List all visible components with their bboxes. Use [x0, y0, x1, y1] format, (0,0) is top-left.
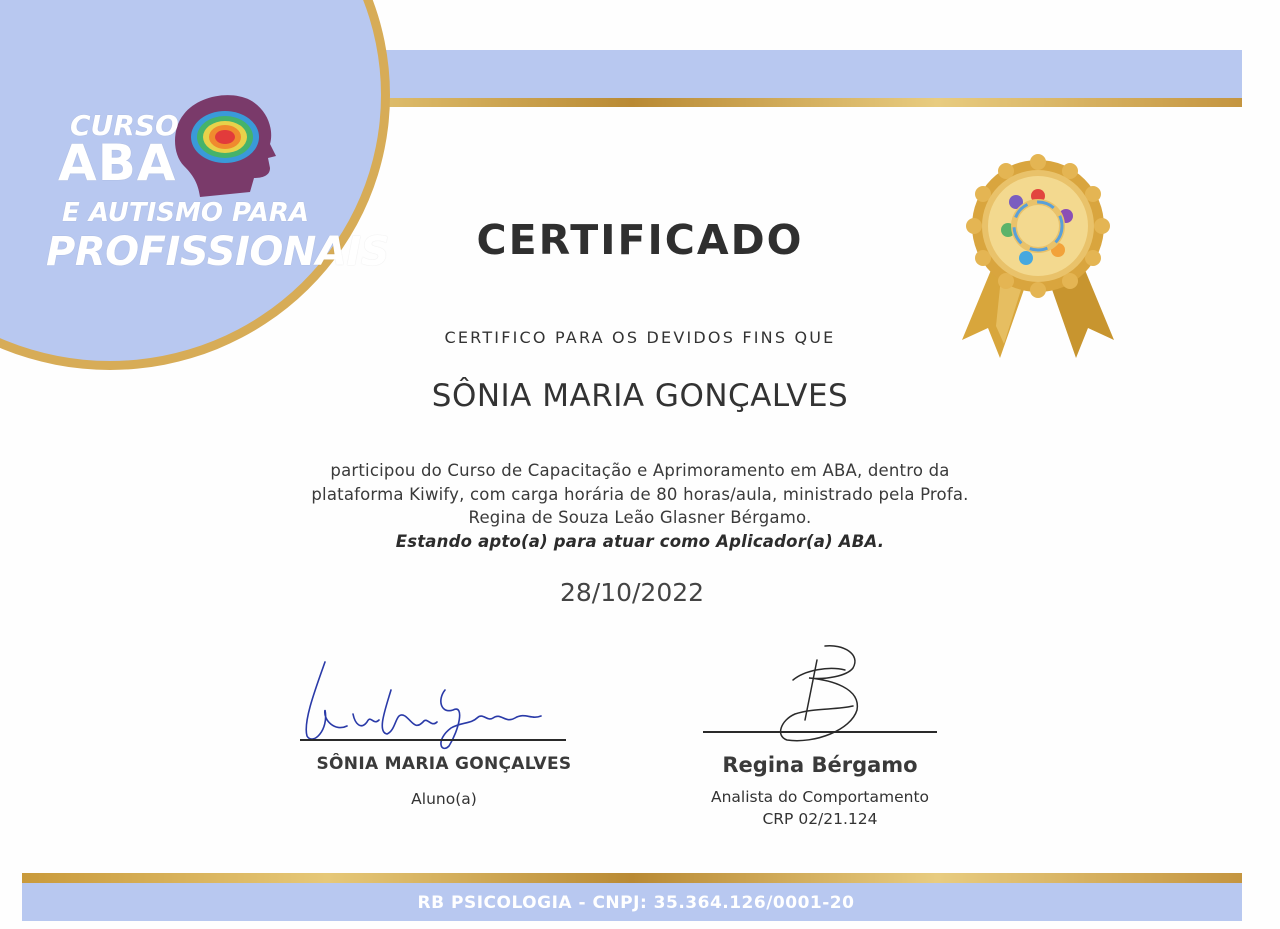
certificate-body	[230, 459, 1050, 553]
footer-company: RB PSICOLOGIA - CNPJ: 35.364.126/0001-20	[417, 893, 855, 913]
issue-date: 28/10/2022	[559, 578, 705, 607]
instructor-signature-line	[703, 731, 937, 733]
logo-line-profissionais: PROFISSIONAIS	[46, 229, 390, 275]
certificate-title: CERTIFICADO	[476, 216, 804, 264]
instructor-signature	[765, 640, 885, 754]
student-signature-name: SÔNIA MARIA GONÇALVES	[316, 754, 572, 774]
instructor-signature-role	[660, 786, 980, 830]
student-signature-line	[300, 739, 566, 741]
body-line-1: participou do Curso de Capacitação e Aprimoramento em ABA, dentro da	[330, 461, 950, 480]
body-emphasis: Estando apto(a) para atuar como Aplicador(a) ABA.	[395, 531, 885, 551]
body-line-2: plataforma Kiwify, com carga horária de 80 horas/aula, ministrado pela Profa.	[311, 484, 969, 504]
certify-line: CERTIFICO PARA OS DEVIDOS FINS QUE	[444, 328, 836, 347]
bottom-gold-stripe	[22, 873, 1242, 883]
logo-line-curso: CURSO	[70, 109, 179, 142]
instructor-signature-name: Regina Bérgamo	[722, 753, 918, 777]
student-signature-role: Aluno(a)	[411, 790, 477, 808]
instructor-registration: CRP 02/21.124	[762, 810, 878, 828]
recipient-name: SÔNIA MARIA GONÇALVES	[431, 378, 849, 414]
logo-line-autismo: E AUTISMO PARA	[62, 198, 309, 228]
head-brain-icon	[170, 92, 280, 208]
logo-line-aba: ABA	[58, 134, 177, 192]
body-line-3: Regina de Souza Leão Glasner Bérgamo.	[468, 508, 812, 527]
instructor-role: Analista do Comportamento	[710, 788, 930, 806]
